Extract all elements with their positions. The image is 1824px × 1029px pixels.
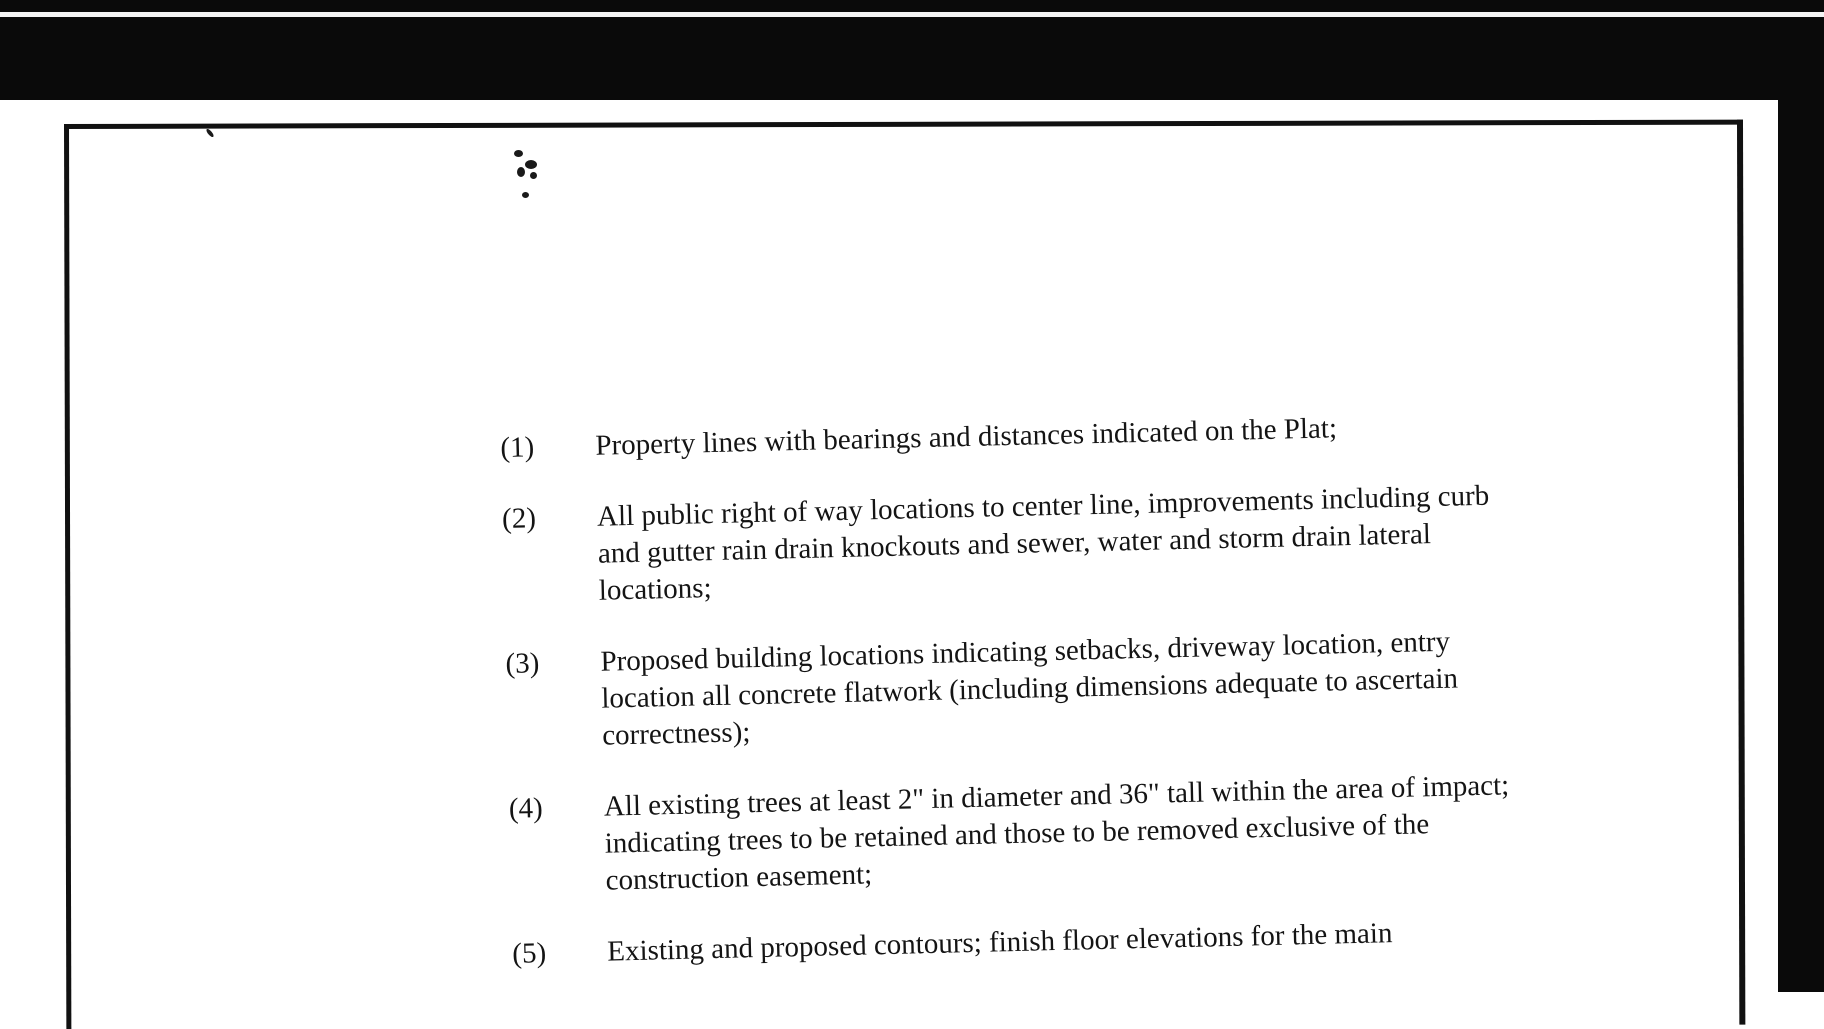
item-text: Existing and proposed contours; finish floor elevations for the main [606, 917, 1393, 968]
item-text: All public right of way locations to center line, improvements including curb and gutter rain drain knockouts and sewer, water and storm drain lateral locations; [596, 479, 1490, 607]
item-number: (5) [511, 937, 547, 970]
scan-speck [525, 160, 537, 169]
requirements-list [500, 406, 1533, 1007]
item-text: Proposed building locations indicating setbacks, driveway location, entry location all concrete flatwork (including dimensions adequate to ascertain correctness); [600, 625, 1459, 752]
scan-speck [517, 167, 525, 177]
item-number: (2) [501, 502, 537, 535]
scan-speck [530, 172, 537, 179]
scan-right-margin [1778, 90, 1824, 992]
list-item [502, 477, 1524, 612]
list-item [505, 622, 1527, 757]
scan-top-line [0, 12, 1824, 17]
list-item [509, 767, 1531, 902]
item-number: (1) [500, 431, 535, 464]
scan-speck [514, 150, 523, 157]
list-item [512, 912, 1533, 973]
scan-speck [522, 192, 529, 198]
item-text: Property lines with bearings and distances indicated on the Plat; [595, 412, 1338, 462]
item-number: (4) [508, 792, 544, 825]
item-number: (3) [505, 647, 540, 680]
item-text: All existing trees at least 2" in diameter and 36" tall within the area of impact; indicating trees to be retained and those to be removed exclusive of the construction easement; [603, 769, 1510, 897]
